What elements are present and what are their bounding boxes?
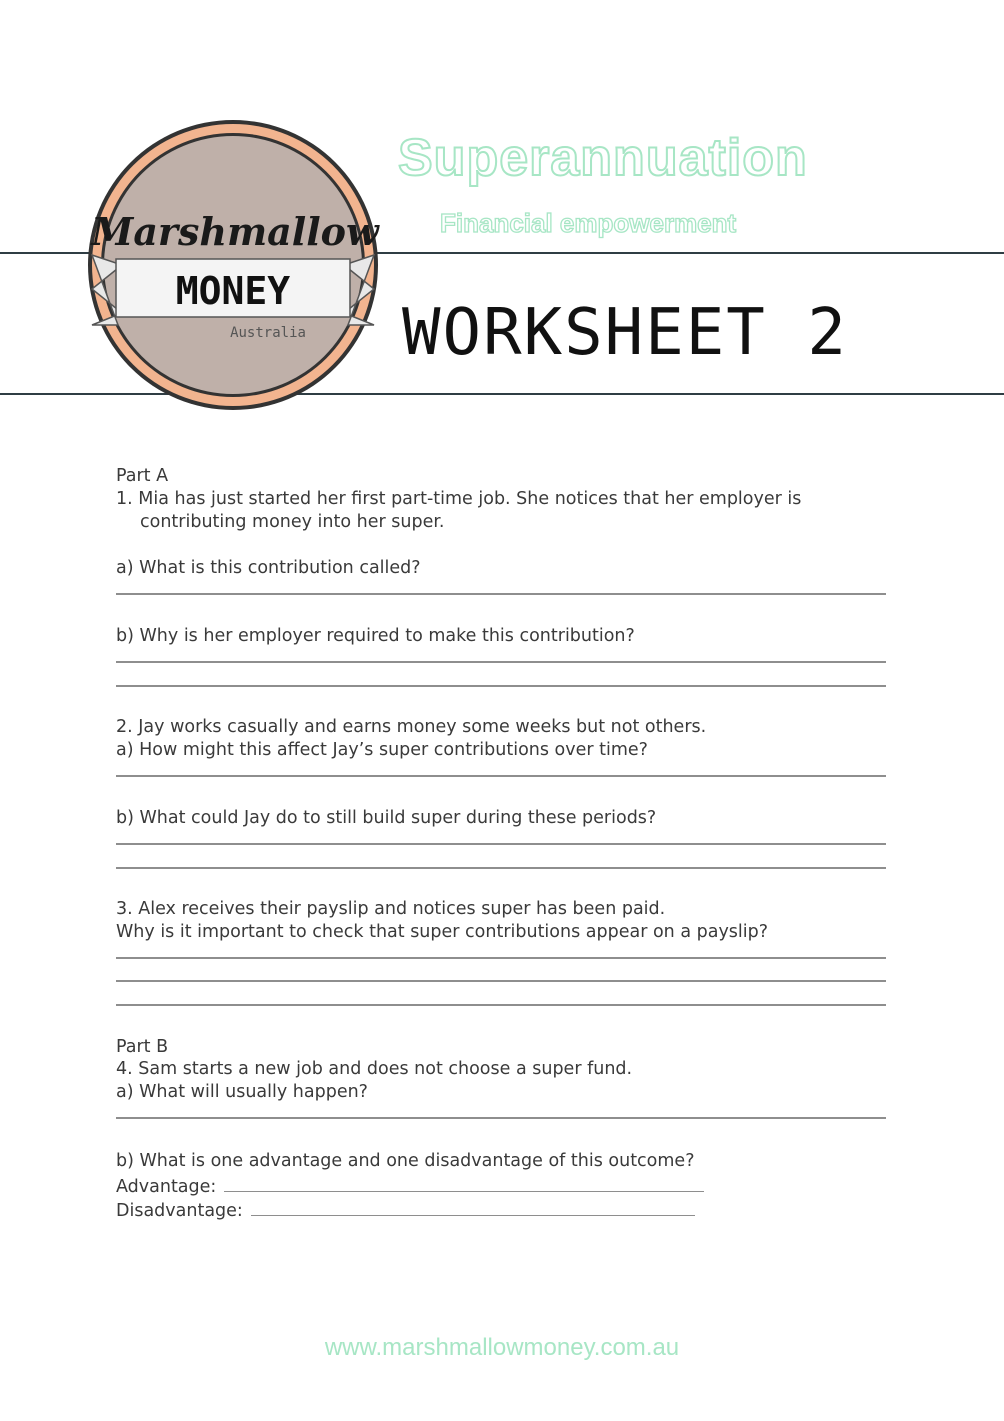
q1-line2: contributing money into her super. <box>140 512 445 532</box>
disadvantage-answer-blank[interactable] <box>251 1197 695 1216</box>
q3-line1: 3. Alex receives their payslip and notices super has been paid. <box>116 899 666 919</box>
advantage-answer-blank[interactable] <box>224 1173 704 1192</box>
part-a-heading: Part A <box>116 466 169 486</box>
answer-line[interactable] <box>116 775 886 777</box>
q3-line2: Why is it important to check that super contributions appear on a payslip? <box>116 922 769 942</box>
advantage-row <box>116 1173 704 1197</box>
answer-line[interactable] <box>116 1117 886 1119</box>
part-b-heading: Part B <box>116 1037 169 1057</box>
answer-line[interactable] <box>116 685 886 687</box>
q2a-text: a) How might this affect Jay’s super contributions over time? <box>116 740 648 760</box>
q4a-text: a) What will usually happen? <box>116 1082 368 1102</box>
disadvantage-row <box>116 1197 695 1221</box>
q4b-text: b) What is one advantage and one disadvantage of this outcome? <box>116 1151 695 1171</box>
answer-line[interactable] <box>116 593 886 595</box>
answer-line[interactable] <box>116 1004 886 1006</box>
answer-line[interactable] <box>116 980 886 982</box>
q1-line1: 1. Mia has just started her first part-time job. She notices that her employer is <box>116 489 802 509</box>
q2b-text: b) What could Jay do to still build super during these periods? <box>116 808 657 828</box>
logo-script-text: Marshmallow <box>91 209 379 254</box>
marshmallow-money-logo <box>78 117 388 413</box>
answer-line[interactable] <box>116 957 886 959</box>
disadvantage-label: Disadvantage: <box>116 1201 243 1221</box>
q1b-text: b) Why is her employer required to make this contribution? <box>116 626 635 646</box>
worksheet-label: WORKSHEET 2 <box>402 296 848 370</box>
page-title: Superannuation <box>398 129 808 187</box>
q4-intro: 4. Sam starts a new job and does not choose a super fund. <box>116 1059 633 1079</box>
q1a-text: a) What is this contribution called? <box>116 558 421 578</box>
logo-banner-text: MONEY <box>175 269 291 313</box>
footer-url[interactable]: www.marshmallowmoney.com.au <box>324 1334 680 1361</box>
logo-country-text: Australia <box>230 325 306 341</box>
page-subtitle: Financial empowerment <box>440 208 737 238</box>
advantage-label: Advantage: <box>116 1177 217 1197</box>
answer-line[interactable] <box>116 661 886 663</box>
answer-line[interactable] <box>116 843 886 845</box>
answer-line[interactable] <box>116 867 886 869</box>
q2-intro: 2. Jay works casually and earns money some weeks but not others. <box>116 717 707 737</box>
